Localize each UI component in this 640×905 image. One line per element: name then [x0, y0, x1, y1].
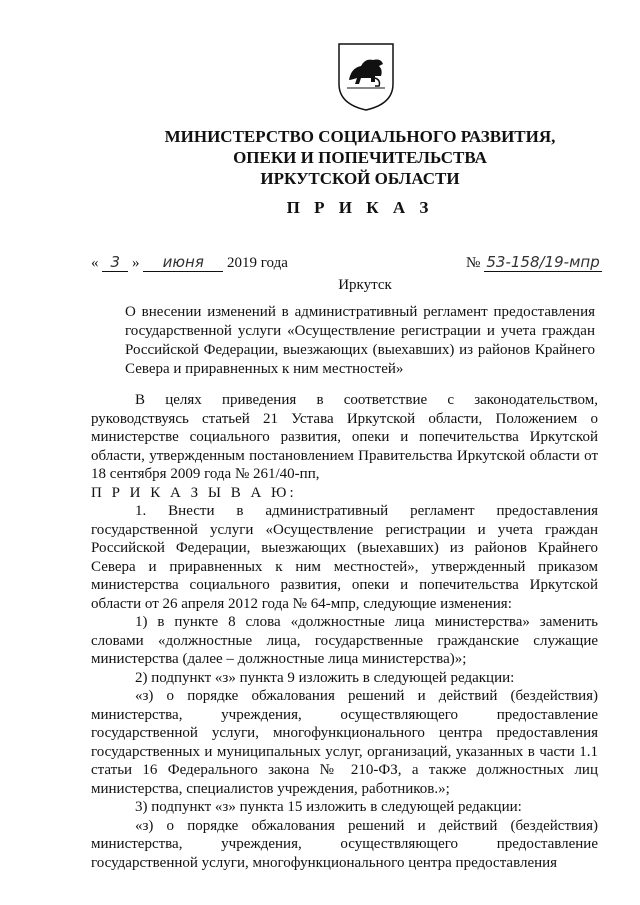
- city: Иркутск: [338, 277, 392, 293]
- date-year: 2019 года: [227, 255, 288, 271]
- paragraph-subitem-2-text: «з) о порядке обжалования решений и действий (бездействия) министерства, учреждения, осуществляющего предоставление государственной услуги, многофункционального центра предоставления государственных и муниципальных услуг, организаций, указанных в части 1.1 статьи 16 Федерального закона № 210-ФЗ, а также должностных лиц министерства, специалистов учреждения, работников.»;: [91, 688, 598, 797]
- number-label: №: [466, 255, 481, 271]
- preamble-paragraph: В целях приведения в соответствие с законодательством, руководствуясь статьей 21 Устава Иркутской области, Положением о министерстве социального развития, опеки и попечительства Иркутской области, утвержденным постановлением Правительства Иркутской области от 18 сентября 2009 года № 261/40-пп,: [91, 392, 598, 482]
- date-close-quote: »: [132, 255, 140, 271]
- order-date: [91, 253, 288, 272]
- ministry-name-line-3: ИРКУТСКОЙ ОБЛАСТИ: [260, 169, 460, 188]
- date-month: июня: [143, 253, 223, 272]
- paragraph-subitem-1: 1) в пункте 8 слова «должностные лица министерства» заменить словами «должностные лица, государственные гражданские служащие министерства (далее – должностные лица министерства)»;: [91, 614, 598, 667]
- paragraph-subitem-2: 2) подпункт «з» пункта 9 изложить в следующей редакции:: [135, 669, 515, 686]
- date-day: 3: [102, 253, 128, 272]
- order-subject: О внесении изменений в административный регламент предоставления государственной услуги «Осуществление регистрации и учета граждан Российской Федерации, выезжающих (выехавших) из районов Крайнего Севера и приравненных к ним местностей»: [125, 304, 595, 377]
- paragraph-subitem-3-text: «з) о порядке обжалования решений и действий (бездействия) министерства, учреждения, осуществляющего предоставление государственной услуги, многофункционального центра предоставления: [91, 817, 598, 871]
- document-title: П Р И К А З: [286, 198, 434, 217]
- ministry-name-line-2: ОПЕКИ И ПОПЕЧИТЕЛЬСТВА: [233, 148, 487, 167]
- irkutsk-coat-of-arms-icon: [335, 40, 397, 112]
- number-value: 53-158/19-мпр: [484, 253, 602, 272]
- order-number: [466, 253, 602, 272]
- date-open-quote: «: [91, 255, 99, 271]
- order-body: [91, 391, 598, 872]
- ministry-name-line-1: МИНИСТЕРСТВО СОЦИАЛЬНОГО РАЗВИТИЯ,: [164, 127, 556, 146]
- paragraph-item-1: 1. Внести в административный регламент предоставления государственной услуги «Осуществление регистрации и учета граждан Российской Федерации, выезжающих (выехавших) из районов Крайнего Севера и приравненных к ним местностей», утвержденный приказом министерства социального развития, опеки и попечительства Иркутской области от 26 апреля 2012 года № 64-мпр, следующие изменения:: [91, 503, 598, 612]
- order-directive: П Р И К А З Ы В А Ю:: [91, 484, 297, 501]
- paragraph-subitem-3: 3) подпункт «з» пункта 15 изложить в следующей редакции:: [135, 799, 522, 815]
